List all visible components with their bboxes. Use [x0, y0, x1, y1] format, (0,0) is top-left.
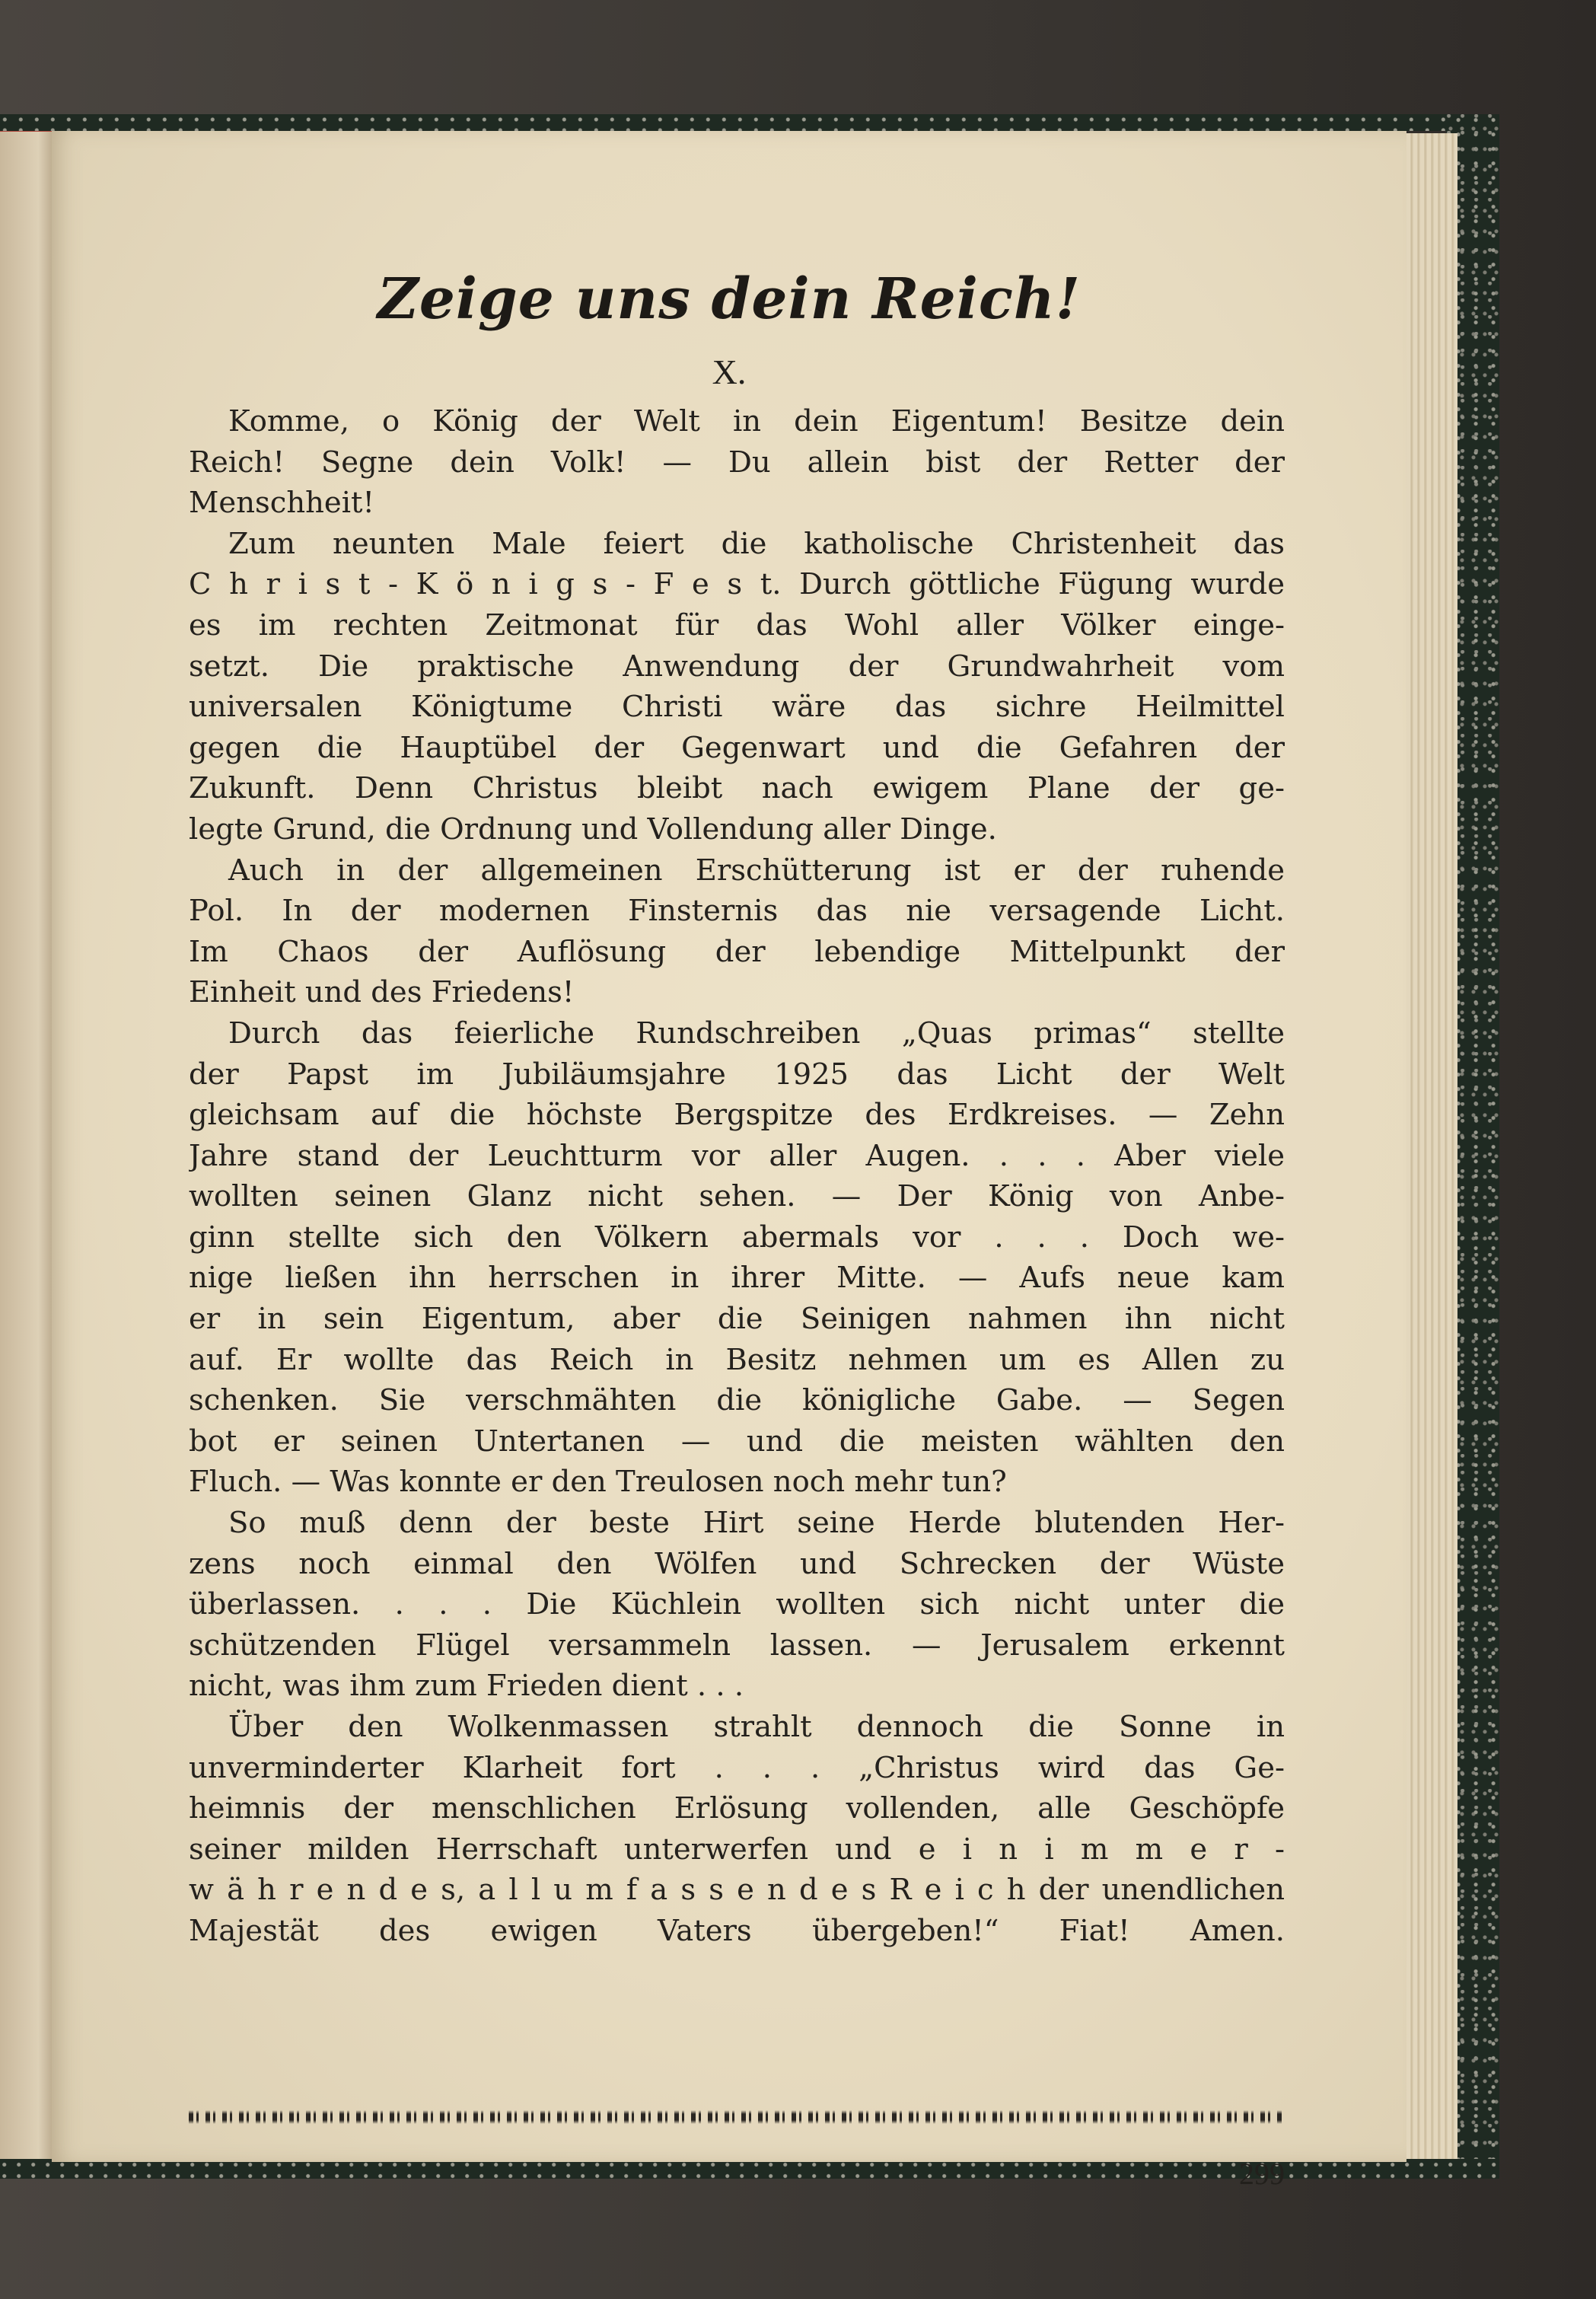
text-line: bot er seinen Untertanen — und die meisten wählten den	[189, 1424, 1285, 1459]
text-line: w ä h r e n d e s, a l l u m f a s s e n d e s R e i c h der unendlichen	[189, 1873, 1285, 1908]
text-line: Über den Wolkenmassen strahlt dennoch die Sonne in	[228, 1710, 1285, 1744]
facing-page-edge	[0, 126, 55, 2166]
text-line: nige ließen ihn herrschen in ihrer Mitte. — Aufs neue kam	[189, 1261, 1285, 1296]
text-line: C h r i s t - K ö n i g s - F e s t. Durch göttliche Fügung wurde	[189, 567, 1285, 602]
page-number: 299	[1239, 2157, 1285, 2191]
text-line: Komme, o König der Welt in dein Eigentum! Besitze dein	[228, 404, 1285, 438]
text-line: universalen Königtume Christi wäre das sichre Heilmittel	[189, 690, 1285, 725]
text-line: schützenden Flügel versammeln lassen. — Jerusalem erkennt	[189, 1628, 1285, 1663]
text-line: Fluch. — Was konnte er den Treulosen noch mehr tun?	[189, 1465, 1007, 1500]
text-line: er in sein Eigentum, aber die Seinigen nahmen ihn nicht	[189, 1302, 1285, 1337]
text-line: Zukunft. Denn Christus bleibt nach ewigem Plane der ge-	[189, 771, 1285, 806]
text-line: Jahre stand der Leuchtturm vor aller Augen. . . . Aber viele	[189, 1138, 1285, 1173]
text-line: Zum neunten Male feiert die katholische Christenheit das	[228, 526, 1285, 561]
text-line: Im Chaos der Auflösung der lebendige Mittelpunkt der	[189, 934, 1285, 969]
text-line: ginn stellte sich den Völkern abermals vor . . . Doch we-	[189, 1220, 1285, 1255]
text-line: es im rechten Zeitmonat für das Wohl aller Völker einge-	[189, 607, 1285, 643]
text-line: Menschheit!	[189, 486, 374, 521]
text-line: gegen die Hauptübel der Gegenwart und die Gefahren der	[189, 730, 1285, 765]
text-line: Reich! Segne dein Volk! — Du allein bist der Retter der	[189, 445, 1285, 480]
text-line: wollten seinen Glanz nicht sehen. — Der König von Anbe-	[189, 1179, 1285, 1214]
text-line: Majestät des ewigen Vaters übergeben!“ Fiat! Amen.	[189, 1913, 1285, 1948]
text-line: schenken. Sie verschmähten die königliche Gabe. — Segen	[189, 1383, 1285, 1418]
section-number: X.	[712, 352, 747, 391]
text-line: unverminderter Klarheit fort . . . „Christus wird das Ge-	[189, 1750, 1285, 1785]
text-line: Auch in der allgemeinen Erschütterung ist er der ruhende	[228, 853, 1285, 888]
text-line: der Papst im Jubiläumsjahre 1925 das Licht der Welt	[189, 1057, 1285, 1092]
text-line: seiner milden Herrschaft unterwerfen und e i n i m m e r -	[189, 1832, 1285, 1867]
body-text	[189, 401, 1285, 1952]
text-line: setzt. Die praktische Anwendung der Grundwahrheit vom	[189, 649, 1285, 684]
text-line: heimnis der menschlichen Erlösung vollenden, alle Geschöpfe	[189, 1791, 1285, 1826]
text-line: nicht, was ihm zum Frieden dient . . .	[189, 1669, 744, 1704]
page-title: Zeige uns dein Reich!	[377, 266, 1082, 332]
book-cover-top	[0, 114, 1499, 131]
text-line: gleichsam auf die höchste Bergspitze des Erdkreises. — Zehn	[189, 1098, 1285, 1133]
text-line: So muß denn der beste Hirt seine Herde blutenden Her-	[228, 1506, 1285, 1541]
text-line: Pol. In der modernen Finsternis das nie versagende Licht.	[189, 894, 1285, 929]
text-line: legte Grund, die Ordnung und Vollendung aller Dinge.	[189, 812, 997, 847]
text-line: überlassen. . . . Die Küchlein wollten sich nicht unter die	[189, 1587, 1285, 1622]
book-page	[52, 131, 1406, 2191]
text-line: Durch das feierliche Rundschreiben „Quas primas“ stellte	[228, 1016, 1285, 1051]
text-line: Einheit und des Friedens!	[189, 975, 575, 1010]
text-line: zens noch einmal den Wölfen und Schrecken der Wüste	[189, 1546, 1285, 1581]
text-line: auf. Er wollte das Reich in Besitz nehmen um es Allen zu	[189, 1342, 1285, 1377]
ornamental-divider	[189, 2110, 1285, 2124]
